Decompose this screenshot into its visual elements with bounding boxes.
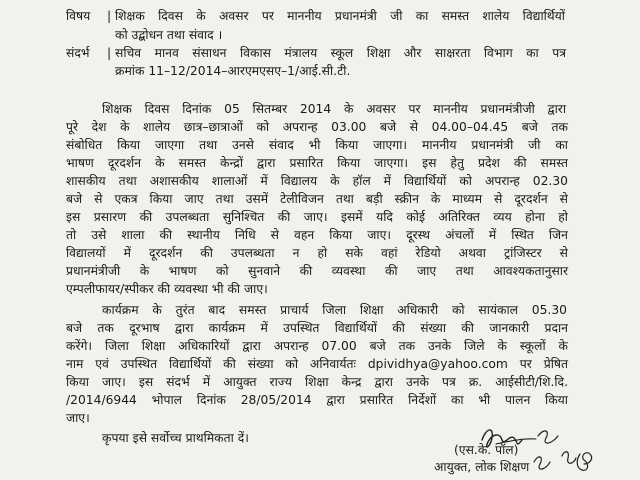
para2-line-1: कार्यक्रम के तुरंत बाद समस्त प्राचार्य जिला शिक्षा अधिकारी को सायंकाल 05.30 — [102, 303, 567, 317]
para1-line-7: इस प्रसारण की उपलब्धता सुनिश्चित की जाए। इसमें यदि कोई अतिरिक्त व्यय होना हो — [66, 210, 568, 224]
para1-line-10: प्रधानमंत्रीजी के भाषण को सुनवाने की व्यवस्था की जाए तथा आवश्यकतानुसार — [66, 264, 568, 278]
subject-line-2: को उद्बोधन तथा संवाद । — [115, 28, 223, 42]
para1-line-9: विद्यालयों में दूरदर्शन की उपलब्धता न हो सके वहां रेडियो अथवा ट्रांजिस्टर से — [66, 246, 568, 260]
closing-line: कृपया इसे सर्वोच्च प्राथमिकता दें। — [102, 431, 249, 445]
reference-line-1: सचिव मानव संसाधन विकास मंत्रालय स्कूल शिक्षा और साक्षरता विभाग का पत्र — [115, 46, 566, 60]
para1-line-6: बजे से एकत्र किया जाए तथा उसमें टेलीविजन तथा बड़ी स्क्रीन के माध्यम से दूरदर्शन से — [66, 192, 568, 206]
para1-line-5: शासकीय तथा अशासकीय शालाओं में विद्यालय के हॉल में विद्यार्थियों को अपरान्ह 02.30 — [66, 174, 568, 188]
para1-line-1: शिक्षक दिवस दिनांक 05 सितम्बर 2014 के अवसर पर माननीय प्रधानमंत्रीजी द्वारा — [102, 102, 566, 116]
subject-colon: | — [107, 9, 112, 23]
para2-line-4: नाम एवं उपस्थित विद्यार्थियों की संख्या को अनिवार्यतः dpividhya@yahoo.com पर प्रेषित — [66, 357, 568, 371]
para1-line-4: भाषण दूरदर्शन के समस्त केन्द्रों द्वारा प्रसारित किया जाएगा। इस हेतु प्रदेश की समस्त — [66, 156, 568, 170]
signatory-title: आयुक्त, लोक शिक्षण — [434, 460, 530, 474]
subject-label: विषय — [66, 9, 91, 23]
subject-line-1: शिक्षक दिवस के अवसर पर माननीय प्रधानमंत्री जी का समस्त शालेय विद्यार्थियों — [115, 9, 565, 23]
para1-line-11: एम्पलीफायर/स्पीकर की व्यवस्था भी की जाए। — [66, 282, 268, 296]
para2-line-3: करेंगे। जिला शिक्षा अधिकारियों द्वारा अपरान्ह 07.00 बजे तक उनके जिले के स्कूलों के — [66, 339, 568, 353]
para2-line-2: बजे तक दूरभाष द्वारा कार्यक्रम में उपस्थित विद्यार्थियों की संख्या की जानकारी प्रदान — [66, 321, 568, 335]
para1-line-3: संबोधित किया जाएगा तथा उनसे संवाद भी किया जाएगा। माननीय प्रधानमंत्री जी का — [66, 138, 568, 152]
para2-line-5: किया जाए। इस संदर्भ में आयुक्त राज्य शिक्षा केन्द्र द्वारा उनके पत्र क्र. आईसीटी/शि.दि. — [66, 375, 568, 389]
para2-line-6: /2014/6944 भोपाल दिनांक 28/05/2014 द्वारा प्रसारित निर्देशों का भी पालन किया — [66, 393, 568, 407]
para1-line-8: तो उसे शाला की स्थानीय निधि से वहन किया जाए। दूरस्थ अंचलों में स्थित जिन — [66, 228, 568, 242]
reference-label: संदर्भ — [66, 46, 90, 60]
signatory-name: (एस.के. पॉल) — [454, 443, 519, 457]
para1-line-2: पूरे देश के शालेय छात्र–छात्राओं को अपरान्ह 03.00 बजे से 04.00–04.45 बजे तक — [66, 120, 568, 134]
reference-colon: | — [107, 46, 112, 60]
reference-line-2: क्रमांक 11–12/2014–आरएमएसए–1/आई.सी.टी. — [115, 64, 351, 78]
para2-line-7: जाए। — [66, 411, 90, 425]
